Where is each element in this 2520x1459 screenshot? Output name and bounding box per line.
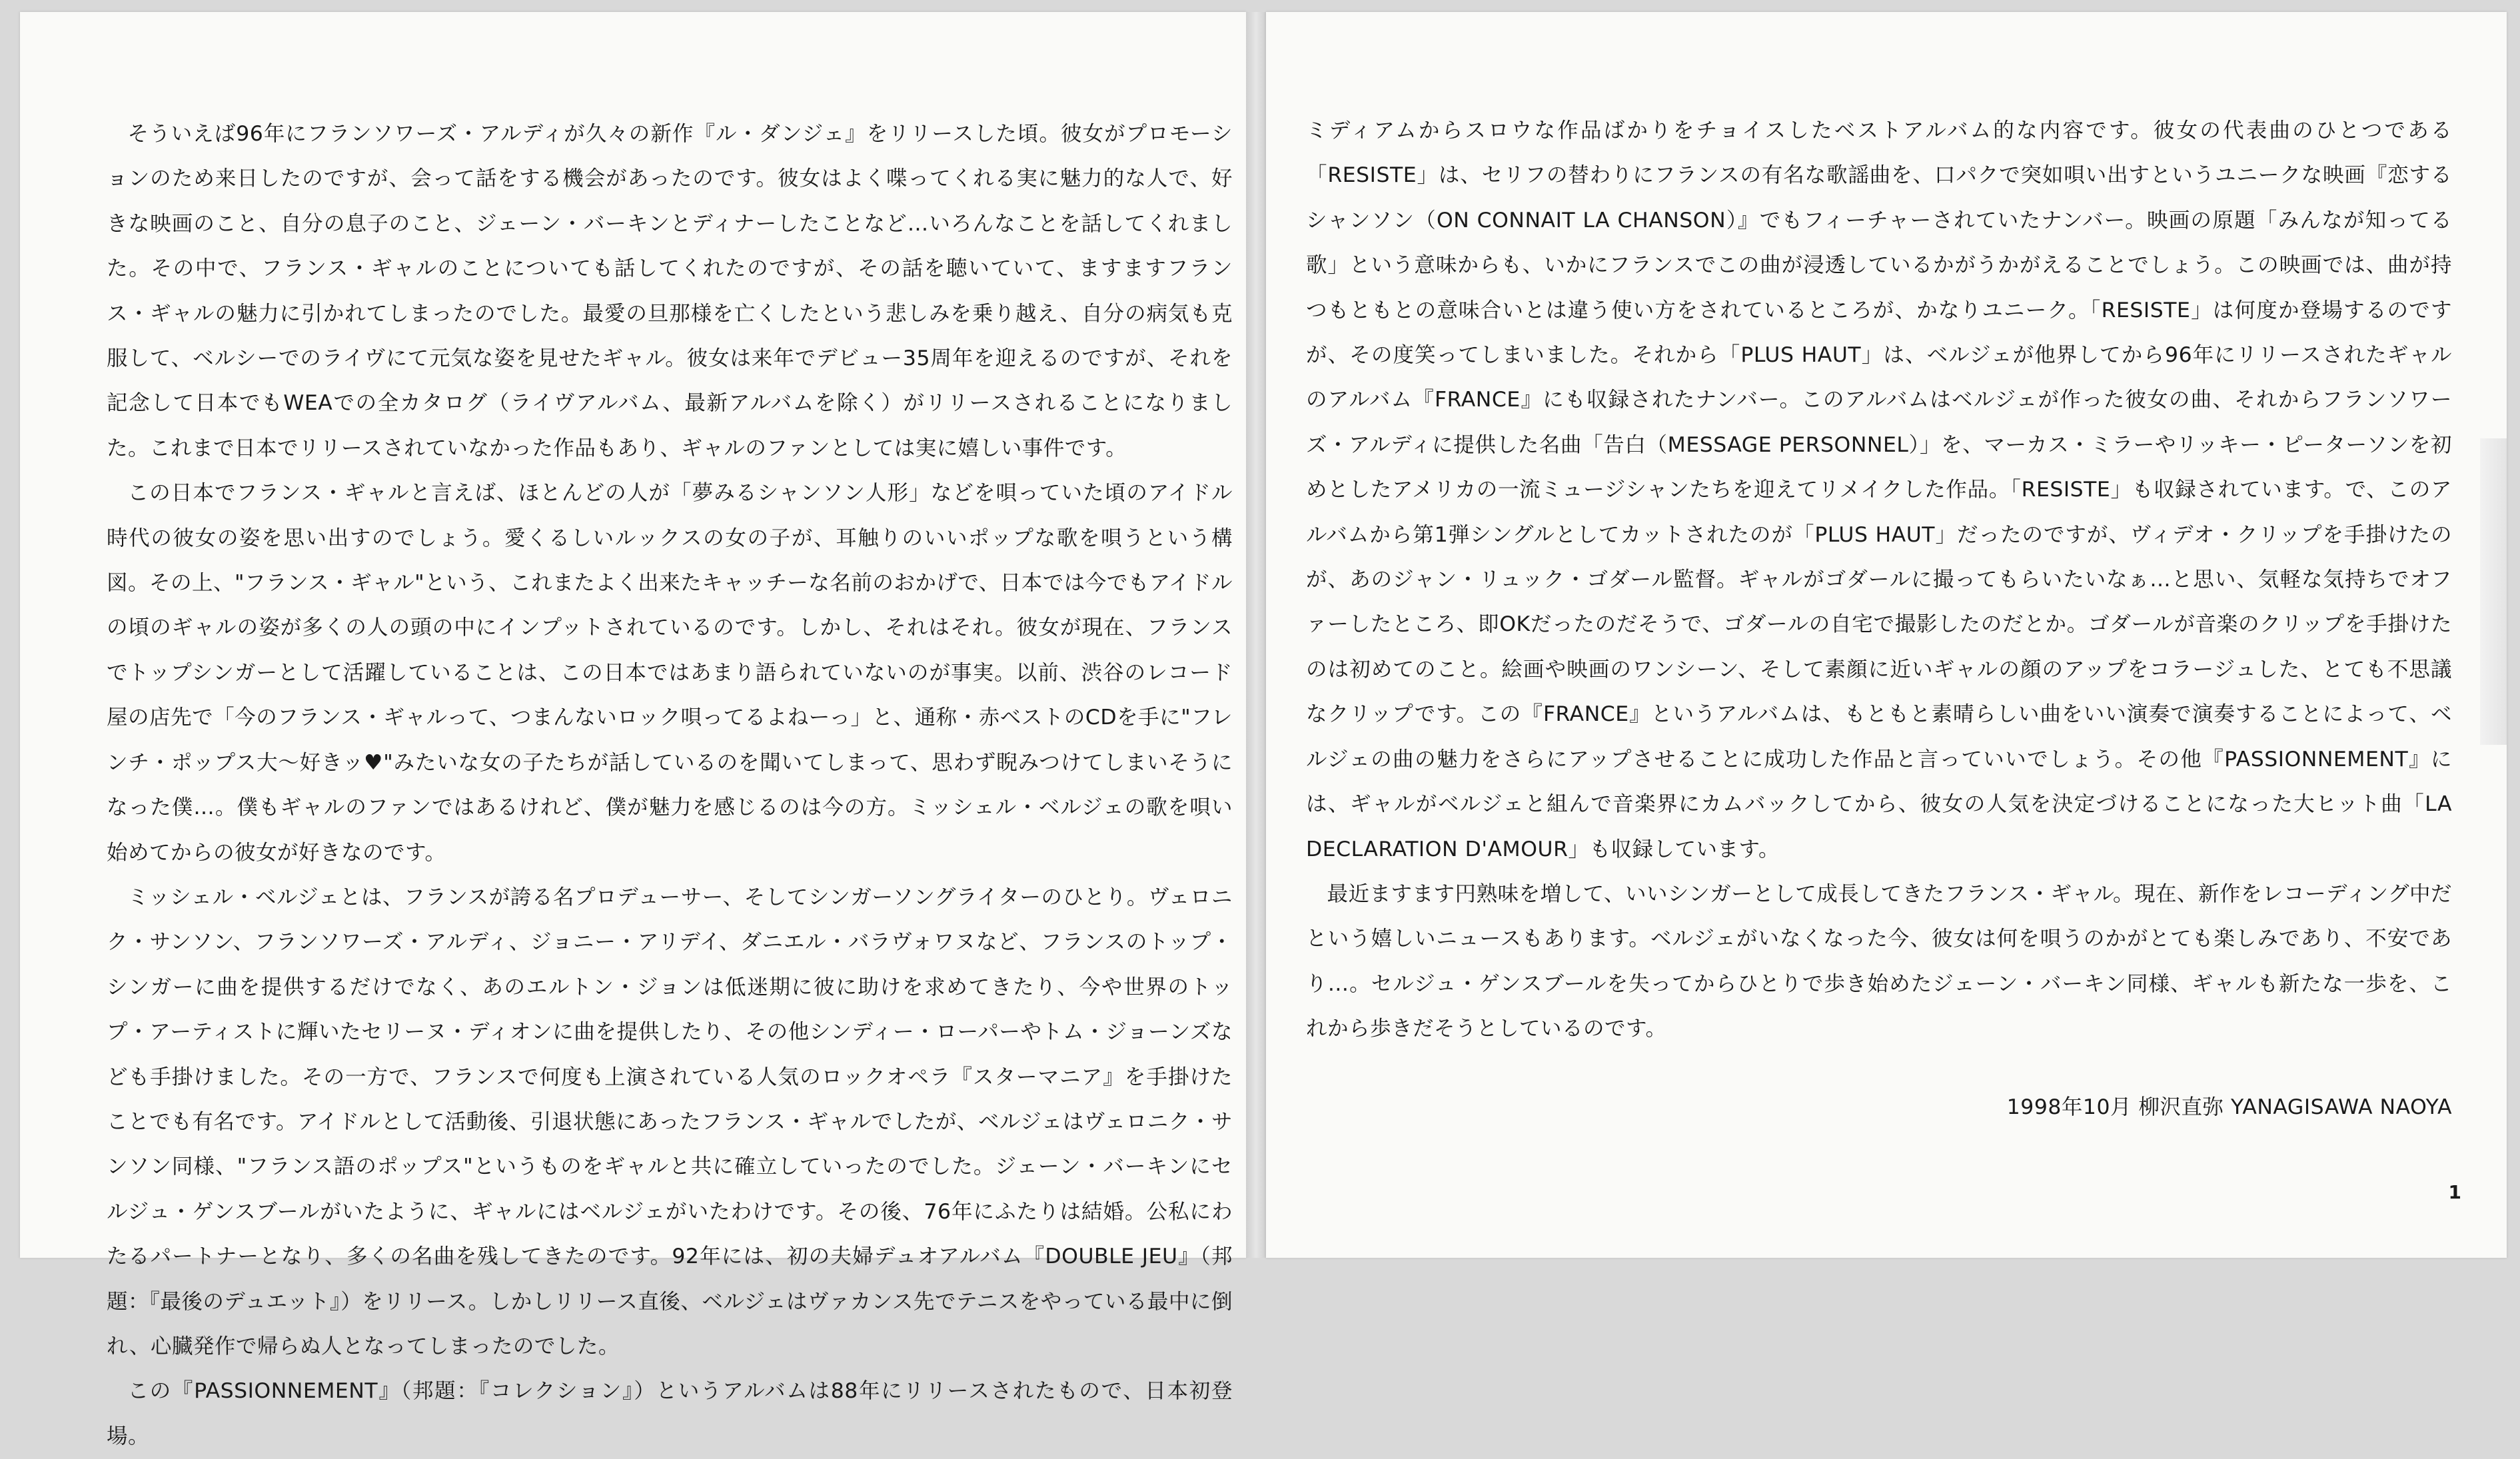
paragraph: そういえば96年にフランソワーズ・アルディが久々の新作『ル・ダンジェ』をリリースした頃。彼女がプロモーションのため来日したのですが、会って話をする機会があったのです。彼女はよく喋ってくれる実に魅力的な人で、好きな映画のこと、自分の息子のこと、ジェーン・バーキンとディナーしたことなど…いろんなことを話してくれました。その中で、フランス・ギャルのことについても話してくれたのですが、その話を聴いていて、ますますフランス・ギャルの魅力に引かれてしまったのでした。最愛の旦那様を亡くしたという悲しみを乗り越え、自分の病気も克服して、ベルシーでのライヴにて元気な姿を見せたギャル。彼女は来年でデビュー35周年を迎えるのですが、それを記念して日本でもWEAでの全カタログ（ライヴアルバム、最新アルバムを除く）がリリースされることになりました。これまで日本でリリースされていなかった作品もあり、ギャルのファンとしては実に嬉しい事件です。 (107, 122, 1233, 460)
author-signature: 1998年10月 柳沢直弥 YANAGISAWA NAOYA (2006, 1095, 2452, 1119)
page-fold (1246, 12, 1266, 1258)
paragraph: 最近ますます円熟味を増して、いいシンガーとして成長してきたフランス・ギャル。現在、新作をレコーディング中だという嬉しいニュースもあります。ベルジェがいなくなった今、彼女は何を唄うのかがとても楽しみであり、不安であり…。セルジュ・ゲンスブールを失ってからひとりで歩き始めたジェーン・バーキン同様、ギャルも新たな一歩を、これから歩きだそうとしているのです。 (1306, 881, 2452, 1041)
page-number: 1 (2448, 1181, 2461, 1203)
left-text-column (107, 112, 1233, 1459)
page-edge-shadow (2480, 438, 2507, 745)
paragraph: ミディアムからスロウな作品ばかりをチョイスしたベストアルバム的な内容です。彼女の代表曲のひとつである「RESISTE」は、セリフの替わりにフランスの有名な歌謡曲を、口パクで突如唄い出すというユニークな映画『恋するシャンソン（ON CONNAIT LA CHANSON）』でもフィーチャーされていたナンバー。映画の原題「みんなが知ってる歌」という意味からも、いかにフランスでこの曲が浸透しているかがうかがえることでしょう。この映画では、曲が持つもともとの意味合いとは違う使い方をされているところが、かなりユニーク。「RESISTE」は何度か登場するのですが、その度笑ってしまいました。それから「PLUS HAUT」は、ベルジェが他界してから96年にリリースされたギャルのアルバム『FRANCE』にも収録されたナンバー。このアルバムはベルジェが作った彼女の曲、それからフランソワーズ・アルディに提供した名曲「告白（MESSAGE PERSONNEL）」を、マーカス・ミラーやリッキー・ピーターソンを初めとしたアメリカの一流ミュージシャンたちを迎えてリメイクした作品。「RESISTE」も収録されています。で、このアルバムから第1弾シングルとしてカットされたのが「PLUS HAUT」だったのですが、ヴィデオ・クリップを手掛けたのが、あのジャン・リュック・ゴダール監督。ギャルがゴダールに撮ってもらいたいなぁ…と思い、気軽な気持ちでオファーしたところ、即OKだったのだそうで、ゴダールの自宅で撮影したのだとか。ゴダールが音楽のクリップを手掛けたのは初めてのこと。絵画や映画のワンシーン、そして素顔に近いギャルの顔のアップをコラージュした、とても不思議なクリップです。この『FRANCE』というアルバムは、もともと素晴らしい曲をいい演奏で演奏することによって、ベルジェの曲の魅力をさらにアップさせることに成功した作品と言っていいでしょう。その他『PASSIONNEMENT』には、ギャルがベルジェと組んで音楽界にカムバックしてから、彼女の人気を決定づけることになった大ヒット曲「LA DECLARATION D'AMOUR」も収録しています。 (1306, 119, 2452, 861)
right-page (1266, 12, 2507, 1258)
paragraph: この日本でフランス・ギャルと言えば、ほとんどの人が「夢みるシャンソン人形」などを唄っていた頃のアイドル時代の彼女の姿を思い出すのでしょう。愛くるしいルックスの女の子が、耳触りのいいポップな歌を唄うという構図。その上、"フランス・ギャル"という、これまたよく出来たキャッチーな名前のおかげで、日本では今でもアイドルの頃のギャルの姿が多くの人の頭の中にインプットされているのです。しかし、それはそれ。彼女が現在、フランスでトップシンガーとして活躍していることは、この日本ではあまり語られていないのが事実。以前、渋谷のレコード屋の店先で「今のフランス・ギャルって、つまんないロック唄ってるよねーっ」と、通称・赤ベストのCDを手に"フレンチ・ポップス大～好きッ♥"みたいな女の子たちが話しているのを聞いてしまって、思わず睨みつけてしまいそうになった僕…。僕もギャルのファンではあるけれど、僕が魅力を感じるのは今の方。ミッシェル・ベルジェの歌を唄い始めてからの彼女が好きなのです。 (107, 481, 1233, 865)
left-page (20, 12, 1246, 1448)
paragraph: ミッシェル・ベルジェとは、フランスが誇る名プロデューサー、そしてシンガーソングライターのひとり。ヴェロニク・サンソン、フランソワーズ・アルディ、ジョニー・アリデイ、ダニエル・バラヴォワヌなど、フランスのトップ・シンガーに曲を提供するだけでなく、あのエルトン・ジョンは低迷期に彼に助けを求めてきたり、今や世界のトップ・アーティストに輝いたセリーヌ・ディオンに曲を提供したり、その他シンディー・ローパーやトム・ジョーンズなども手掛けました。その一方で、フランスで何度も上演されている人気のロックオペラ『スターマニア』を手掛けたことでも有名です。アイドルとして活動後、引退状態にあったフランス・ギャルでしたが、ベルジェはヴェロニク・サンソン同様、"フランス語のポップス"というものをギャルと共に確立していったのでした。ジェーン・バーキンにセルジュ・ゲンスブールがいたように、ギャルにはベルジェがいたわけです。その後、76年にふたりは結婚。公私にわたるパートナーとなり、多くの名曲を残してきたのです。92年には、初の夫婦デュオアルバム『DOUBLE JEU』（邦題：『最後のデュエット』）をリリース。しかしリリース直後、ベルジェはヴァカンス先でテニスをやっている最中に倒れ、心臓発作で帰らぬ人となってしまったのでした。 (107, 885, 1233, 1358)
right-text-column (1306, 109, 2452, 1052)
paragraph: この『PASSIONNEMENT』（邦題：『コレクション』）というアルバムは88年にリリースされたもので、日本初登場。 (107, 1379, 1233, 1448)
